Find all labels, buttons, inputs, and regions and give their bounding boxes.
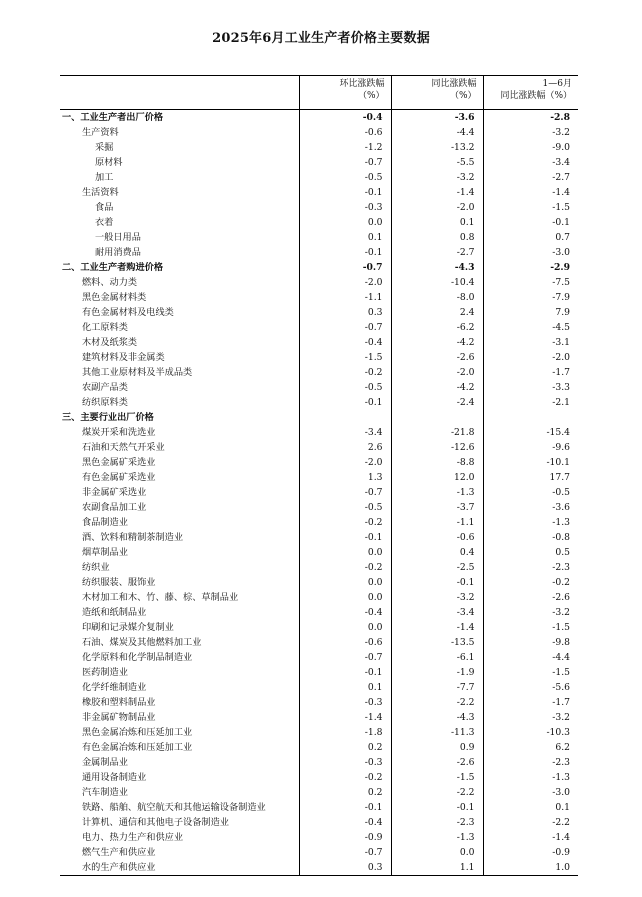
table-row <box>60 320 578 335</box>
row-ytd-value: -1.3 <box>552 517 570 528</box>
row-mom-value: -3.4 <box>299 425 391 440</box>
row-yoy-value: 0.4 <box>391 545 483 560</box>
row-label: 金属制品业 <box>60 755 299 770</box>
row-mom-value: -0.2 <box>299 515 391 530</box>
row-label: 有色金属矿采选业 <box>60 470 299 485</box>
row-label: 有色金属冶炼和压延加工业 <box>60 740 299 755</box>
row-ytd-value: -15.4 <box>546 427 570 438</box>
row-yoy-value: -2.2 <box>391 785 483 800</box>
row-yoy-value: 0.9 <box>391 740 483 755</box>
row-ytd-value: -0.2 <box>552 577 570 588</box>
row-mom-value: -1.2 <box>299 140 391 155</box>
row-mom-value: 0.2 <box>299 785 391 800</box>
table-row <box>60 710 578 725</box>
header-yoy-line2: （%） <box>449 91 477 101</box>
row-yoy-value: -2.6 <box>391 755 483 770</box>
header-yoy-line1: 同比涨跌幅 <box>431 79 477 89</box>
header-yoy <box>391 76 483 110</box>
row-ytd-value: -1.3 <box>552 772 570 783</box>
row-ytd-value: -4.5 <box>552 322 570 333</box>
row-ytd-value: -10.1 <box>546 457 570 468</box>
table-row <box>60 140 578 155</box>
header-mom <box>299 76 391 110</box>
row-yoy-value: 12.0 <box>391 470 483 485</box>
row-label: 水的生产和供应业 <box>60 860 299 876</box>
row-mom-value: -0.4 <box>299 605 391 620</box>
header-mom-line1: 环比涨跌幅 <box>339 79 385 89</box>
row-mom-value: -1.5 <box>299 350 391 365</box>
row-label: 化学纤维制造业 <box>60 680 299 695</box>
table-row <box>60 380 578 395</box>
row-label: 建筑材料及非金属类 <box>60 350 299 365</box>
row-label: 一般日用品 <box>60 230 299 245</box>
row-ytd-value: -9.8 <box>552 637 570 648</box>
row-yoy-value: -4.2 <box>391 380 483 395</box>
table-row <box>60 725 578 740</box>
row-mom-value: -0.1 <box>299 245 391 260</box>
row-mom-value <box>299 410 391 425</box>
header-indicator <box>60 76 299 110</box>
row-label: 有色金属材料及电线类 <box>60 305 299 320</box>
table-row <box>60 395 578 410</box>
row-yoy-value: -3.2 <box>391 590 483 605</box>
row-ytd-value: 17.7 <box>549 472 570 483</box>
table-row <box>60 230 578 245</box>
row-label: 三、主要行业出厂价格 <box>60 410 299 425</box>
table-row <box>60 695 578 710</box>
row-mom-value: -0.3 <box>299 200 391 215</box>
row-label: 石油、煤炭及其他燃料加工业 <box>60 635 299 650</box>
row-mom-value: 0.1 <box>299 680 391 695</box>
table-row <box>60 560 578 575</box>
table-row <box>60 305 578 320</box>
table-row <box>60 335 578 350</box>
row-mom-value: -0.5 <box>299 170 391 185</box>
table-row <box>60 425 578 440</box>
row-mom-value: -0.7 <box>299 260 391 275</box>
table-row <box>60 260 578 275</box>
header-ytd-line1: 1—6月 <box>542 79 572 89</box>
table-row <box>60 665 578 680</box>
table-row <box>60 770 578 785</box>
row-yoy-value: -1.9 <box>391 665 483 680</box>
table-row <box>60 515 578 530</box>
row-label: 燃气生产和供应业 <box>60 845 299 860</box>
row-mom-value: -0.6 <box>299 635 391 650</box>
row-ytd-value: 0.1 <box>555 802 570 813</box>
table-header-row <box>60 76 578 110</box>
row-ytd-value: -1.7 <box>552 367 570 378</box>
row-mom-value: -0.2 <box>299 365 391 380</box>
table-row <box>60 845 578 860</box>
row-ytd-value: -2.7 <box>552 172 570 183</box>
row-yoy-value: 2.4 <box>391 305 483 320</box>
table-row <box>60 650 578 665</box>
row-yoy-value: -13.2 <box>391 140 483 155</box>
row-yoy-value: -2.3 <box>391 815 483 830</box>
row-yoy-value: -8.8 <box>391 455 483 470</box>
row-mom-value: 0.0 <box>299 215 391 230</box>
row-ytd-value: -7.9 <box>552 292 570 303</box>
row-ytd-value: -1.5 <box>552 202 570 213</box>
row-mom-value: -0.3 <box>299 755 391 770</box>
row-label: 铁路、船舶、航空航天和其他运输设备制造业 <box>60 800 299 815</box>
row-label: 印刷和记录媒介复制业 <box>60 620 299 635</box>
row-yoy-value: -0.1 <box>391 575 483 590</box>
row-yoy-value: -1.1 <box>391 515 483 530</box>
header-ytd <box>483 76 578 110</box>
row-yoy-value: -11.3 <box>391 725 483 740</box>
row-ytd-value: 0.7 <box>555 232 570 243</box>
row-mom-value: -0.4 <box>299 335 391 350</box>
row-ytd-value: -3.2 <box>552 127 570 138</box>
row-ytd-value: -2.3 <box>552 562 570 573</box>
table-row <box>60 410 578 425</box>
row-mom-value: -0.7 <box>299 650 391 665</box>
row-label: 木材及纸浆类 <box>60 335 299 350</box>
row-mom-value: -0.7 <box>299 485 391 500</box>
row-label: 二、工业生产者购进价格 <box>60 260 299 275</box>
row-ytd-value: -1.4 <box>552 832 570 843</box>
row-mom-value: -0.9 <box>299 830 391 845</box>
table-row <box>60 860 578 876</box>
table-row <box>60 605 578 620</box>
row-label: 其他工业原材料及半成品类 <box>60 365 299 380</box>
row-mom-value: 0.0 <box>299 575 391 590</box>
row-label: 生产资料 <box>60 125 299 140</box>
row-mom-value: -0.2 <box>299 770 391 785</box>
row-ytd-value: -3.0 <box>552 787 570 798</box>
row-mom-value: -0.4 <box>299 110 391 126</box>
row-label: 食品制造业 <box>60 515 299 530</box>
table-row <box>60 290 578 305</box>
row-yoy-value: -1.4 <box>391 185 483 200</box>
table-row <box>60 275 578 290</box>
row-mom-value: 0.1 <box>299 230 391 245</box>
row-label: 木材加工和木、竹、藤、棕、草制品业 <box>60 590 299 605</box>
row-yoy-value: -1.3 <box>391 830 483 845</box>
row-mom-value: -0.1 <box>299 185 391 200</box>
row-ytd-value: -3.4 <box>552 157 570 168</box>
row-mom-value: -0.1 <box>299 395 391 410</box>
row-yoy-value: -1.3 <box>391 485 483 500</box>
table-row <box>60 530 578 545</box>
table-row <box>60 185 578 200</box>
table-row <box>60 815 578 830</box>
row-label: 农副产品类 <box>60 380 299 395</box>
row-mom-value: 2.6 <box>299 440 391 455</box>
row-ytd-value: -5.6 <box>552 682 570 693</box>
table-body <box>60 110 578 876</box>
table-row <box>60 245 578 260</box>
row-ytd-value: -4.4 <box>552 652 570 663</box>
row-label: 采掘 <box>60 140 299 155</box>
table-row <box>60 635 578 650</box>
row-label: 通用设备制造业 <box>60 770 299 785</box>
row-mom-value: -0.4 <box>299 815 391 830</box>
row-yoy-value: -0.1 <box>391 800 483 815</box>
row-yoy-value: -4.4 <box>391 125 483 140</box>
table-row <box>60 110 578 126</box>
row-yoy-value: -4.3 <box>391 710 483 725</box>
row-ytd-value: -3.6 <box>552 502 570 513</box>
row-yoy-value: -13.5 <box>391 635 483 650</box>
row-yoy-value: -2.6 <box>391 350 483 365</box>
table-row <box>60 200 578 215</box>
row-mom-value: 0.3 <box>299 305 391 320</box>
header-ytd-line2: 同比涨跌幅（%） <box>500 91 572 101</box>
row-ytd-value: -2.6 <box>552 592 570 603</box>
row-mom-value: 1.3 <box>299 470 391 485</box>
row-ytd-value: -1.5 <box>552 622 570 633</box>
row-yoy-value: -3.6 <box>391 110 483 126</box>
row-mom-value: -0.7 <box>299 845 391 860</box>
row-ytd-value: -3.3 <box>552 382 570 393</box>
row-yoy-value: -2.0 <box>391 200 483 215</box>
row-label: 化学原料和化学制品制造业 <box>60 650 299 665</box>
row-mom-value: 0.3 <box>299 860 391 876</box>
row-yoy-value: -2.0 <box>391 365 483 380</box>
table-row <box>60 215 578 230</box>
table-row <box>60 440 578 455</box>
row-yoy-value: 1.1 <box>391 860 483 876</box>
row-label: 煤炭开采和洗选业 <box>60 425 299 440</box>
row-label: 酒、饮料和精制茶制造业 <box>60 530 299 545</box>
table-row <box>60 455 578 470</box>
row-ytd-value: -3.0 <box>552 247 570 258</box>
row-yoy-value: -1.4 <box>391 620 483 635</box>
row-yoy-value: -2.5 <box>391 560 483 575</box>
row-ytd-value: -2.8 <box>550 112 570 123</box>
row-yoy-value: -21.8 <box>391 425 483 440</box>
row-label: 原材料 <box>60 155 299 170</box>
row-yoy-value: -0.6 <box>391 530 483 545</box>
row-label: 黑色金属冶炼和压延加工业 <box>60 725 299 740</box>
row-ytd-value: -1.7 <box>552 697 570 708</box>
row-yoy-value: -3.2 <box>391 170 483 185</box>
row-mom-value: -0.6 <box>299 125 391 140</box>
row-yoy-value: -7.7 <box>391 680 483 695</box>
row-label: 耐用消费品 <box>60 245 299 260</box>
row-label: 黑色金属矿采选业 <box>60 455 299 470</box>
table-row <box>60 575 578 590</box>
row-ytd-value: -2.2 <box>552 817 570 828</box>
row-ytd-value: -7.5 <box>552 277 570 288</box>
row-yoy-value: 0.8 <box>391 230 483 245</box>
row-mom-value: -1.4 <box>299 710 391 725</box>
row-label: 非金属矿物制品业 <box>60 710 299 725</box>
table-row <box>60 620 578 635</box>
row-mom-value: -2.0 <box>299 455 391 470</box>
row-yoy-value: -4.3 <box>391 260 483 275</box>
row-yoy-value: -3.7 <box>391 500 483 515</box>
table-row <box>60 470 578 485</box>
row-mom-value: -0.1 <box>299 530 391 545</box>
row-ytd-value: -0.5 <box>552 487 570 498</box>
row-ytd-value: -2.3 <box>552 757 570 768</box>
row-ytd-value: -3.2 <box>552 607 570 618</box>
row-mom-value: -1.8 <box>299 725 391 740</box>
row-mom-value: -0.1 <box>299 800 391 815</box>
row-ytd-value: -9.0 <box>552 142 570 153</box>
row-label: 加工 <box>60 170 299 185</box>
row-ytd-value: -1.5 <box>552 667 570 678</box>
row-mom-value: -0.3 <box>299 695 391 710</box>
row-ytd-value: -3.1 <box>552 337 570 348</box>
row-yoy-value <box>391 410 483 425</box>
table-row <box>60 365 578 380</box>
row-mom-value: 0.2 <box>299 740 391 755</box>
row-ytd-value: -0.8 <box>552 532 570 543</box>
row-yoy-value: -4.2 <box>391 335 483 350</box>
table-row <box>60 680 578 695</box>
row-mom-value: -0.1 <box>299 665 391 680</box>
row-yoy-value: -12.6 <box>391 440 483 455</box>
row-ytd-value: 6.2 <box>555 742 570 753</box>
table-row <box>60 590 578 605</box>
row-yoy-value: -8.0 <box>391 290 483 305</box>
row-ytd-value: -0.9 <box>552 847 570 858</box>
row-ytd-value: 0.5 <box>555 547 570 558</box>
table-row <box>60 350 578 365</box>
row-label: 造纸和纸制品业 <box>60 605 299 620</box>
table-row <box>60 155 578 170</box>
table-row <box>60 755 578 770</box>
row-mom-value: -2.0 <box>299 275 391 290</box>
row-yoy-value: -2.4 <box>391 395 483 410</box>
row-yoy-value: -2.7 <box>391 245 483 260</box>
row-label: 橡胶和塑料制品业 <box>60 695 299 710</box>
row-mom-value: -0.7 <box>299 155 391 170</box>
row-label: 食品 <box>60 200 299 215</box>
row-yoy-value: -1.5 <box>391 770 483 785</box>
row-ytd-value: -0.1 <box>552 217 570 228</box>
row-mom-value: -1.1 <box>299 290 391 305</box>
header-mom-line2: （%） <box>357 91 385 101</box>
row-label: 非金属矿采选业 <box>60 485 299 500</box>
table-row <box>60 500 578 515</box>
row-ytd-value: -2.1 <box>552 397 570 408</box>
row-ytd-value: -10.3 <box>546 727 570 738</box>
row-label: 衣着 <box>60 215 299 230</box>
row-label: 电力、热力生产和供应业 <box>60 830 299 845</box>
row-ytd-value: 1.0 <box>483 860 578 876</box>
row-label: 石油和天然气开采业 <box>60 440 299 455</box>
row-yoy-value: -6.1 <box>391 650 483 665</box>
table-row <box>60 800 578 815</box>
page-title: 2025年6月工业生产者价格主要数据 <box>212 31 430 46</box>
row-label: 化工原料类 <box>60 320 299 335</box>
row-yoy-value: -6.2 <box>391 320 483 335</box>
row-ytd-value: -2.9 <box>550 262 570 273</box>
table-row <box>60 485 578 500</box>
row-mom-value: 0.0 <box>299 590 391 605</box>
row-yoy-value: -3.4 <box>391 605 483 620</box>
row-label: 纺织服装、服饰业 <box>60 575 299 590</box>
row-label: 黑色金属材料类 <box>60 290 299 305</box>
row-label: 燃料、动力类 <box>60 275 299 290</box>
row-ytd-value: 7.9 <box>555 307 570 318</box>
row-label: 纺织业 <box>60 560 299 575</box>
row-mom-value: -0.2 <box>299 560 391 575</box>
row-yoy-value: 0.1 <box>391 215 483 230</box>
table-row <box>60 785 578 800</box>
row-ytd-value: -9.6 <box>552 442 570 453</box>
row-yoy-value: 0.0 <box>391 845 483 860</box>
row-mom-value: -0.7 <box>299 320 391 335</box>
row-label: 生活资料 <box>60 185 299 200</box>
row-label: 汽车制造业 <box>60 785 299 800</box>
table-row <box>60 170 578 185</box>
row-yoy-value: -10.4 <box>391 275 483 290</box>
table-row <box>60 125 578 140</box>
row-label: 计算机、通信和其他电子设备制造业 <box>60 815 299 830</box>
row-label: 烟草制品业 <box>60 545 299 560</box>
row-label: 医药制造业 <box>60 665 299 680</box>
row-mom-value: -0.5 <box>299 500 391 515</box>
row-mom-value: 0.0 <box>299 545 391 560</box>
row-label: 一、工业生产者出厂价格 <box>60 110 299 126</box>
row-mom-value: -0.5 <box>299 380 391 395</box>
row-label: 纺织原料类 <box>60 395 299 410</box>
row-yoy-value: -5.5 <box>391 155 483 170</box>
row-label: 农副食品加工业 <box>60 500 299 515</box>
row-ytd-value: -1.4 <box>552 187 570 198</box>
row-ytd-value <box>483 410 578 425</box>
row-ytd-value: -3.2 <box>552 712 570 723</box>
table-row <box>60 830 578 845</box>
table-row <box>60 740 578 755</box>
row-mom-value: 0.0 <box>299 620 391 635</box>
row-yoy-value: -2.2 <box>391 695 483 710</box>
row-ytd-value: -2.0 <box>552 352 570 363</box>
table-row <box>60 545 578 560</box>
price-data-table <box>60 75 578 876</box>
